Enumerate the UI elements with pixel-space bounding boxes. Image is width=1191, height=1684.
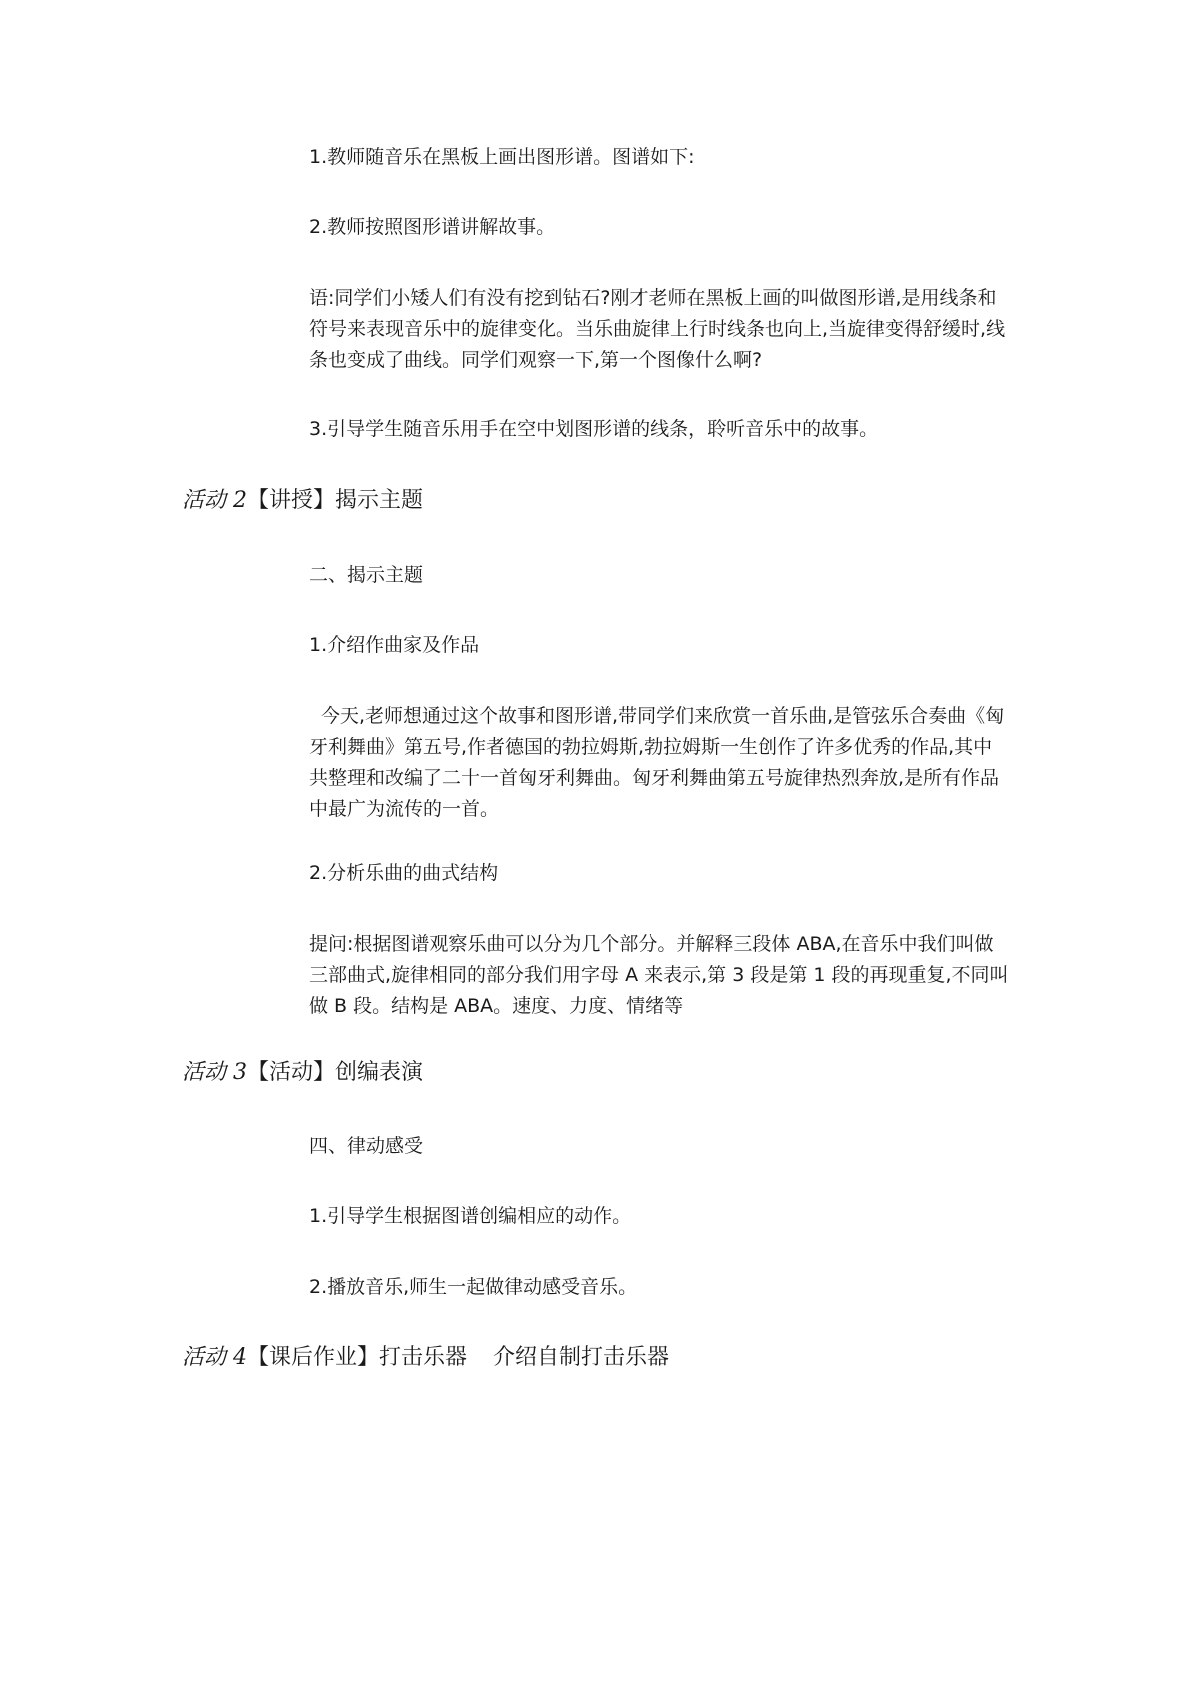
activity4-type: 【课后作业】: [247, 1345, 380, 1370]
section1-item1: 1.教师随音乐在黑板上画出图形谱。图谱如下:: [309, 146, 695, 168]
activity2-item1: 1.介绍作曲家及作品: [309, 634, 480, 656]
section1-speech: 语:同学们小矮人们有没有挖到钻石?刚才老师在黑板上画的叫做图形谱,是用线条和符号来表现音乐中的旋律变化。当乐曲旋律上行时线条也向上,当旋律变得舒缓时,线条也变成了曲线。同学们观察一下,第一个图像什么啊?: [309, 287, 1006, 371]
activity3-item1: 1.引导学生根据图谱创编相应的动作。: [309, 1205, 632, 1227]
activity2-item2: 2.分析乐曲的曲式结构: [309, 862, 499, 884]
activity3-title: 创编表演: [335, 1060, 424, 1085]
activity4-heading: [182, 1343, 669, 1373]
activity2-type: 【讲授】: [247, 488, 336, 513]
activity2-title: 揭示主题: [335, 488, 424, 513]
activity2-question: 提问:根据图谱观察乐曲可以分为几个部分。并解释三段体 ABA,在音乐中我们叫做三部曲式,旋律相同的部分我们用字母 A 来表示,第 3 段是第 1 段的再现重复,不同叫做 B 段。结构是 ABA。速度、力度、情绪等: [309, 933, 1009, 1017]
activity4-label: 活动 4: [182, 1345, 247, 1370]
section1-item2: 2.教师按照图形谱讲解故事。: [309, 216, 556, 238]
activity3-subheading: 四、律动感受: [309, 1135, 424, 1157]
activity2-subheading: 二、揭示主题: [309, 564, 424, 586]
activity2-heading: [182, 486, 423, 516]
activity4-title: 打击乐器: [379, 1345, 468, 1370]
activity3-heading: [182, 1058, 423, 1088]
activity3-label: 活动 3: [182, 1060, 247, 1085]
section1-item3: 3.引导学生随音乐用手在空中划图形谱的线条，聆听音乐中的故事。: [309, 418, 879, 440]
activity3-type: 【活动】: [247, 1060, 336, 1085]
activity2-label: 活动 2: [182, 488, 247, 513]
activity2-intro: 今天,老师想通过这个故事和图形谱,带同学们来欣赏一首乐曲,是管弦乐合奏曲《匈牙利舞曲》第五号,作者德国的勃拉姆斯,勃拉姆斯一生创作了许多优秀的作品,其中共整理和改编了二十一首匈牙利舞曲。匈牙利舞曲第五号旋律热烈奔放,是所有作品中最广为流传的一首。: [309, 705, 1005, 820]
activity3-item2: 2.播放音乐,师生一起做律动感受音乐。: [309, 1276, 638, 1298]
activity4-extra: 介绍自制打击乐器: [493, 1345, 670, 1370]
